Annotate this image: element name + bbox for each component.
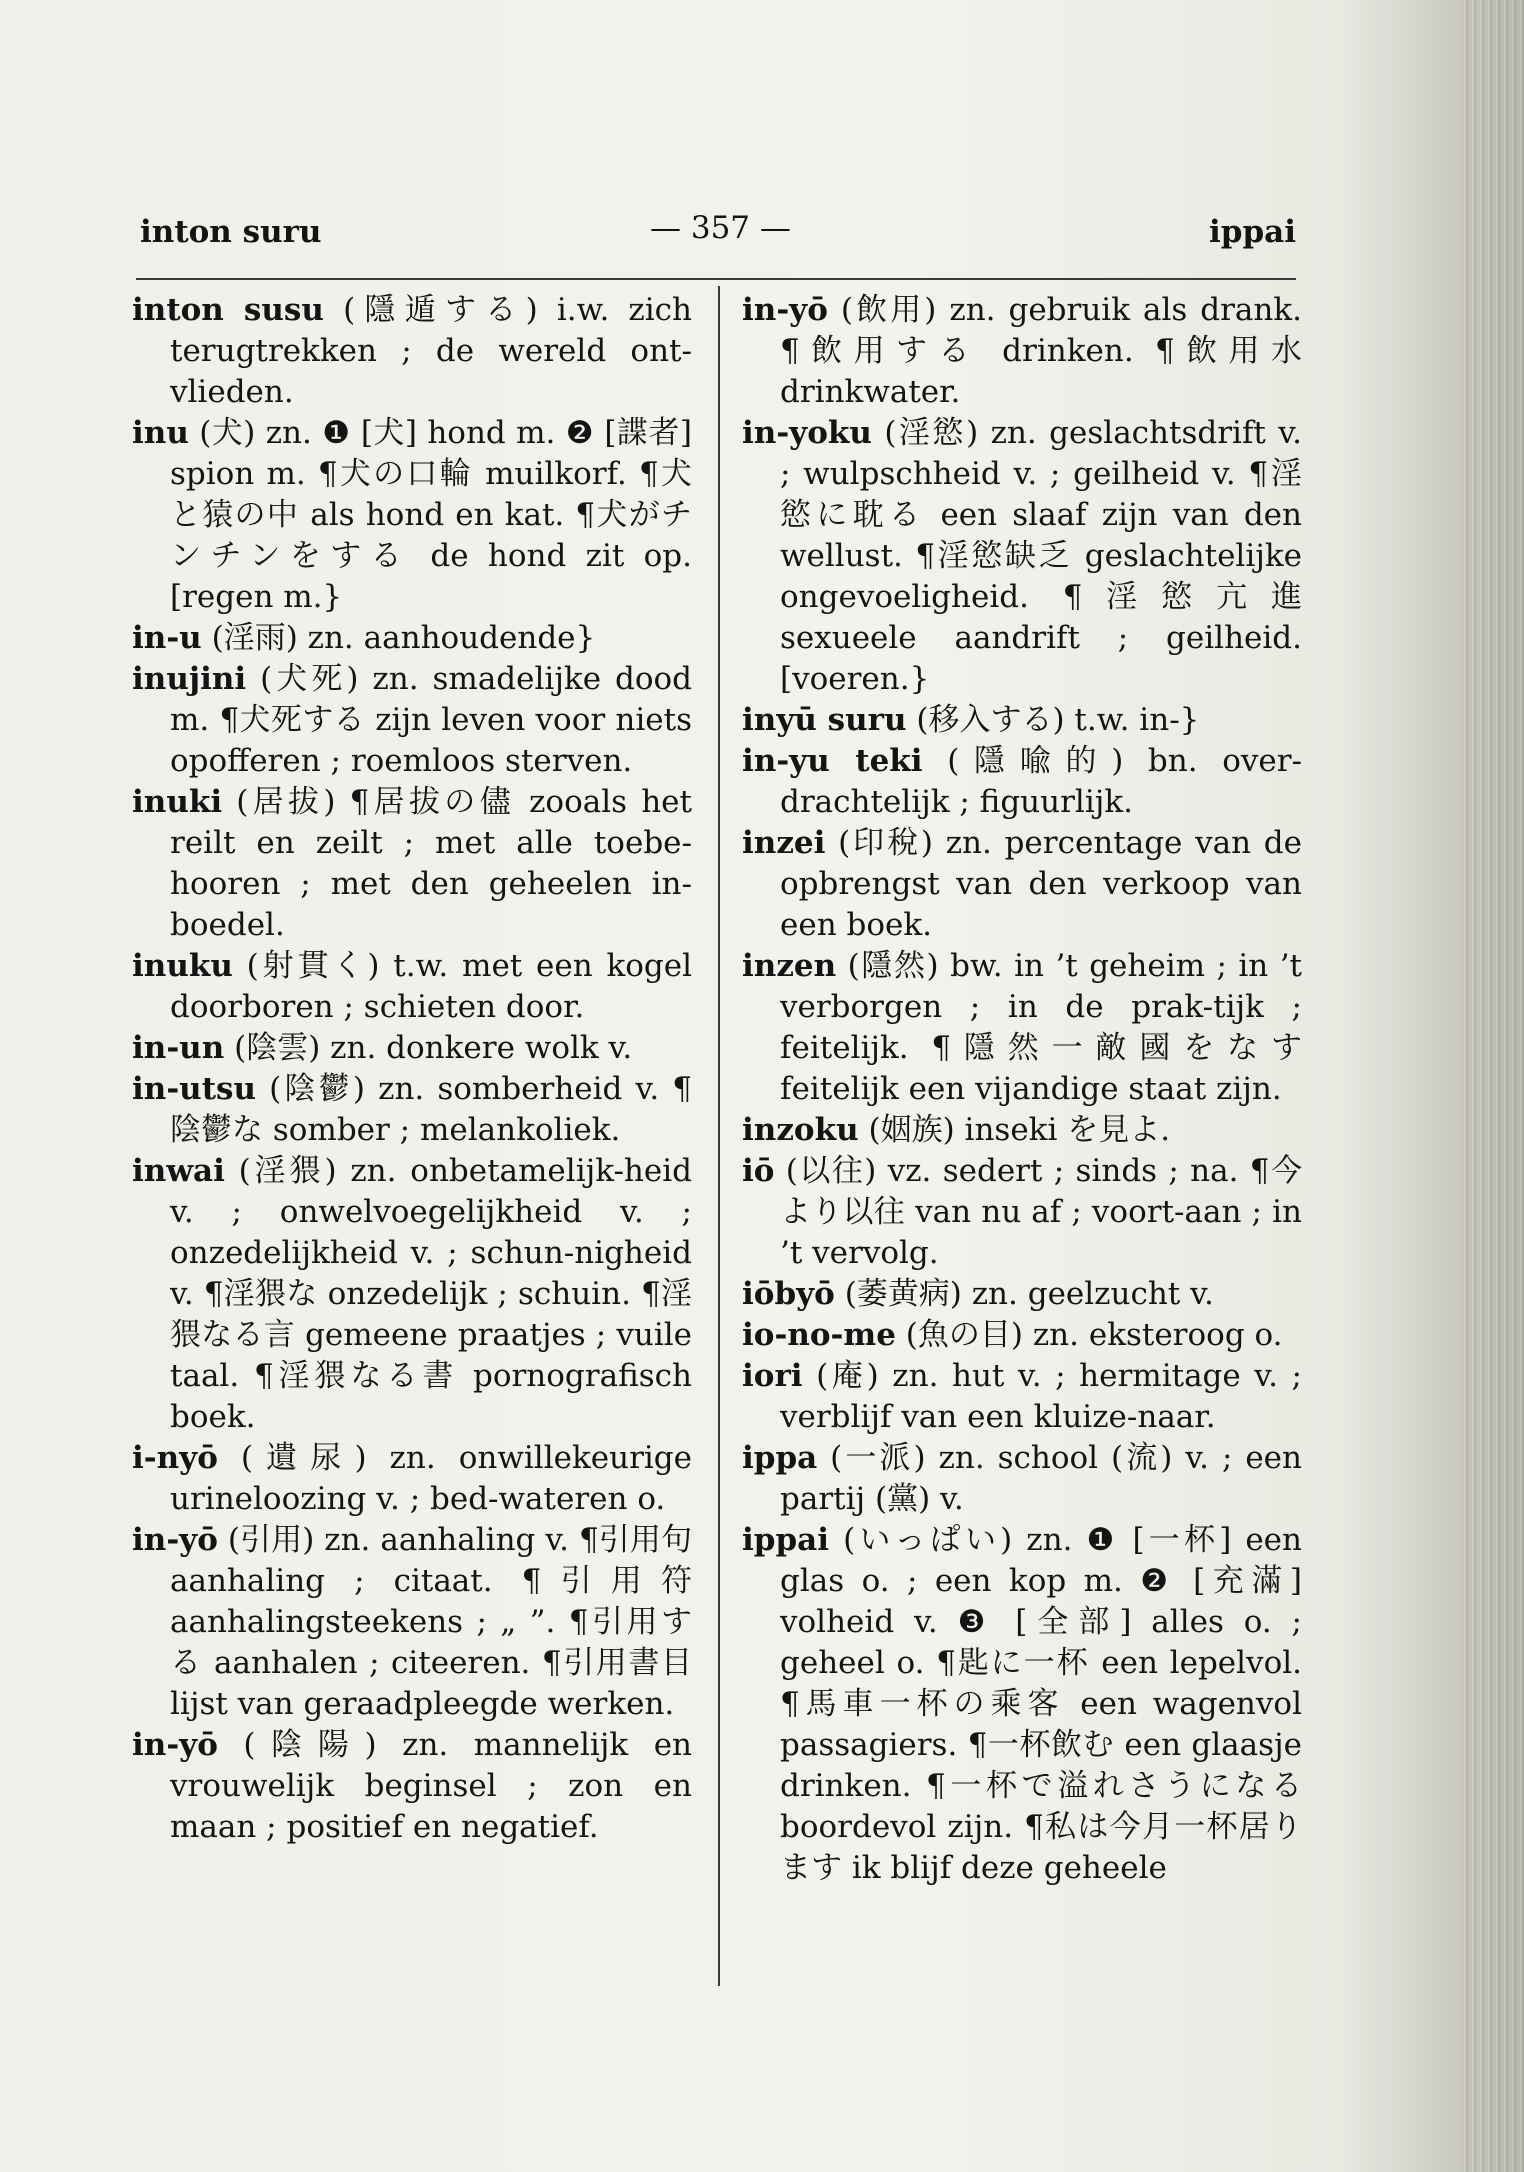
book-page-edges xyxy=(1462,0,1524,2172)
entry-headword: inton susu xyxy=(132,292,324,328)
dictionary-entry xyxy=(742,1110,1302,1151)
dictionary-entry xyxy=(742,413,1302,700)
entry-headword: in-yoku xyxy=(742,415,872,451)
dictionary-entry xyxy=(742,741,1302,823)
dictionary-entry xyxy=(742,1356,1302,1438)
entry-body: (陰陽) zn. mannelijk en vrouwelijk beginsel ; zon en maan ; positief en negatief. xyxy=(170,1727,693,1845)
dictionary-entry xyxy=(132,946,692,1028)
entry-body: (犬死) zn. smadelijke dood m. ¶犬死する zijn leven voor niets opofferen ; roemloos sterven. xyxy=(170,661,693,779)
entry-headword: in-yu teki xyxy=(742,743,923,779)
dictionary-entry xyxy=(132,1151,692,1438)
dictionary-entry xyxy=(742,1438,1302,1520)
entry-headword: ippa xyxy=(742,1440,818,1476)
dictionary-entry xyxy=(132,618,692,659)
entry-headword: inu xyxy=(132,415,189,451)
entry-body: (以往) vz. sedert ; sinds ; na. ¶今より以往 van nu af ; voort-aan ; in ’t vervolg. xyxy=(780,1153,1302,1271)
dictionary-entry xyxy=(742,700,1302,741)
right-column xyxy=(742,290,1302,1889)
entry-body: (移入する) t.w. in-} xyxy=(916,702,1200,738)
entry-headword: in-utsu xyxy=(132,1071,257,1107)
dictionary-entry xyxy=(132,1520,692,1725)
dictionary-entry xyxy=(742,1520,1302,1889)
dictionary-entry xyxy=(742,946,1302,1110)
dictionary-entry xyxy=(132,413,692,618)
entry-headword: iō xyxy=(742,1153,775,1189)
entry-headword: inzoku xyxy=(742,1112,859,1148)
entry-headword: inzei xyxy=(742,825,826,861)
dictionary-entry xyxy=(742,1274,1302,1315)
dictionary-entry xyxy=(742,290,1302,413)
column-divider xyxy=(718,286,720,1986)
entry-body: (いっぱい) zn. ❶ [一杯] een glas o. ; een kop m. ❷ [充滿] volheid v. ❸ [全部] alles o. ; geheel o. ¶匙に一杯 een lepelvol. ¶馬車一杯の乘客 een wagenvol passagiers. ¶一杯飲む een glaasje drinken. ¶一杯で溢れさうになる boordevol zijn. ¶私は今月一杯居ります ik blijf deze geheele xyxy=(780,1522,1302,1886)
entry-body: (居拔) ¶居拔の儘 zooals het reilt en zeilt ; met alle toebe-hooren ; met den geheelen in-boedel. xyxy=(170,784,692,943)
dictionary-entry xyxy=(742,1151,1302,1274)
dictionary-entry xyxy=(742,1315,1302,1356)
header-left-guideword: inton suru xyxy=(140,214,322,250)
entry-headword: ippai xyxy=(742,1522,829,1558)
entry-headword: i-nyō xyxy=(132,1440,218,1476)
entry-headword: io-no-me xyxy=(742,1317,896,1353)
entry-headword: in-yō xyxy=(132,1522,218,1558)
entry-body: (魚の目) zn. eksteroog o. xyxy=(905,1317,1283,1353)
page-number: — 357 — xyxy=(650,210,791,246)
dictionary-entry xyxy=(132,290,692,413)
entry-body: (淫猥) zn. onbetamelijk-heid v. ; onwelvoegelijkheid v. ; onzedelijkheid v. ; schun-nigheid v. ¶淫猥な onzedelijk ; schuin. ¶淫猥なる言 gemeene praatjes ; vuile taal. ¶淫猥なる書 pornografisch boek. xyxy=(170,1153,692,1435)
entry-headword: in-u xyxy=(132,620,202,656)
dictionary-entry xyxy=(132,1028,692,1069)
entry-body: (隱然) bw. in ’t geheim ; in ’t verborgen ; in de prak-tijk ; feitelijk. ¶隱然一敵國をなす feitelijk een vijandige staat zijn. xyxy=(780,948,1303,1107)
entry-body: (萎黄病) zn. geelzucht v. xyxy=(844,1276,1214,1312)
entry-headword: iori xyxy=(742,1358,803,1394)
left-column xyxy=(132,290,692,1848)
entry-body: (陰鬱) zn. somberheid v. ¶陰鬱な somber ; melankoliek. xyxy=(170,1071,692,1148)
entry-headword: inujini xyxy=(132,661,247,697)
header-rule xyxy=(136,278,1296,280)
entry-body: (射貫く) t.w. met een kogel doorboren ; schieten door. xyxy=(170,948,692,1025)
entry-headword: in-un xyxy=(132,1030,225,1066)
entry-body: (犬) zn. ❶ [犬] hond m. ❷ [諜者] spion m. ¶犬の口輪 muilkorf. ¶犬と猿の中 als hond en kat. ¶犬がチンチンをする de hond zit op. [regen m.} xyxy=(170,415,692,615)
entry-body: (隱遁する) i.w. zich terugtrekken ; de wereld ont-vlieden. xyxy=(170,292,693,410)
entry-body: (印稅) zn. percentage van de opbrengst van den verkoop van een boek. xyxy=(780,825,1302,943)
entry-body: (飲用) zn. gebruik als drank. ¶飲用する drinken. ¶飲用水 drinkwater. xyxy=(780,292,1303,410)
dictionary-entry xyxy=(132,782,692,946)
dictionary-entry xyxy=(742,823,1302,946)
dictionary-entry xyxy=(132,659,692,782)
dictionary-entry xyxy=(132,1069,692,1151)
entry-body: (淫雨) zn. aanhoudende} xyxy=(211,620,596,656)
entry-body: (淫慾) zn. geslachtsdrift v. ; wulpschheid v. ; geilheid v. ¶淫慾に耽る een slaaf zijn van den wellust. ¶淫慾缺乏 geslachtelijke ongevoeligheid. ¶淫慾亢進 sexueele aandrift ; geilheid. [voeren.} xyxy=(780,415,1302,697)
entry-body: (遺尿) zn. onwillekeurige urineloozing v. ; bed-wateren o. xyxy=(170,1440,692,1517)
header-right-guideword: ippai xyxy=(1209,214,1296,250)
entry-body: (陰雲) zn. donkere wolk v. xyxy=(234,1030,633,1066)
entry-headword: inyū suru xyxy=(742,702,907,738)
entry-headword: inwai xyxy=(132,1153,225,1189)
dictionary-entry xyxy=(132,1725,692,1848)
entry-body: (引用) zn. aanhaling v. ¶引用句 aanhaling ; citaat. ¶引用符 aanhalingsteekens ; „ ”. ¶引用する aanhalen ; citeeren. ¶引用書目 lijst van geraadpleegde werken. xyxy=(170,1522,692,1722)
entry-headword: inzen xyxy=(742,948,837,984)
entry-body: (姻族) inseki を見よ. xyxy=(868,1112,1171,1148)
entry-headword: inuku xyxy=(132,948,233,984)
page-header xyxy=(140,210,1296,260)
entry-body: (一派) zn. school (流) v. ; een partij (黨) v. xyxy=(780,1440,1302,1517)
dictionary-entry xyxy=(132,1438,692,1520)
entry-body: (庵) zn. hut v. ; hermitage v. ; verblijf van een kluize-naar. xyxy=(780,1358,1302,1435)
entry-body: (隱喩的) bn. over-drachtelijk ; figuurlijk. xyxy=(780,743,1303,820)
entry-headword: inuki xyxy=(132,784,223,820)
entry-headword: in-yō xyxy=(742,292,828,328)
entry-headword: in-yō xyxy=(132,1727,218,1763)
entry-headword: iōbyō xyxy=(742,1276,835,1312)
